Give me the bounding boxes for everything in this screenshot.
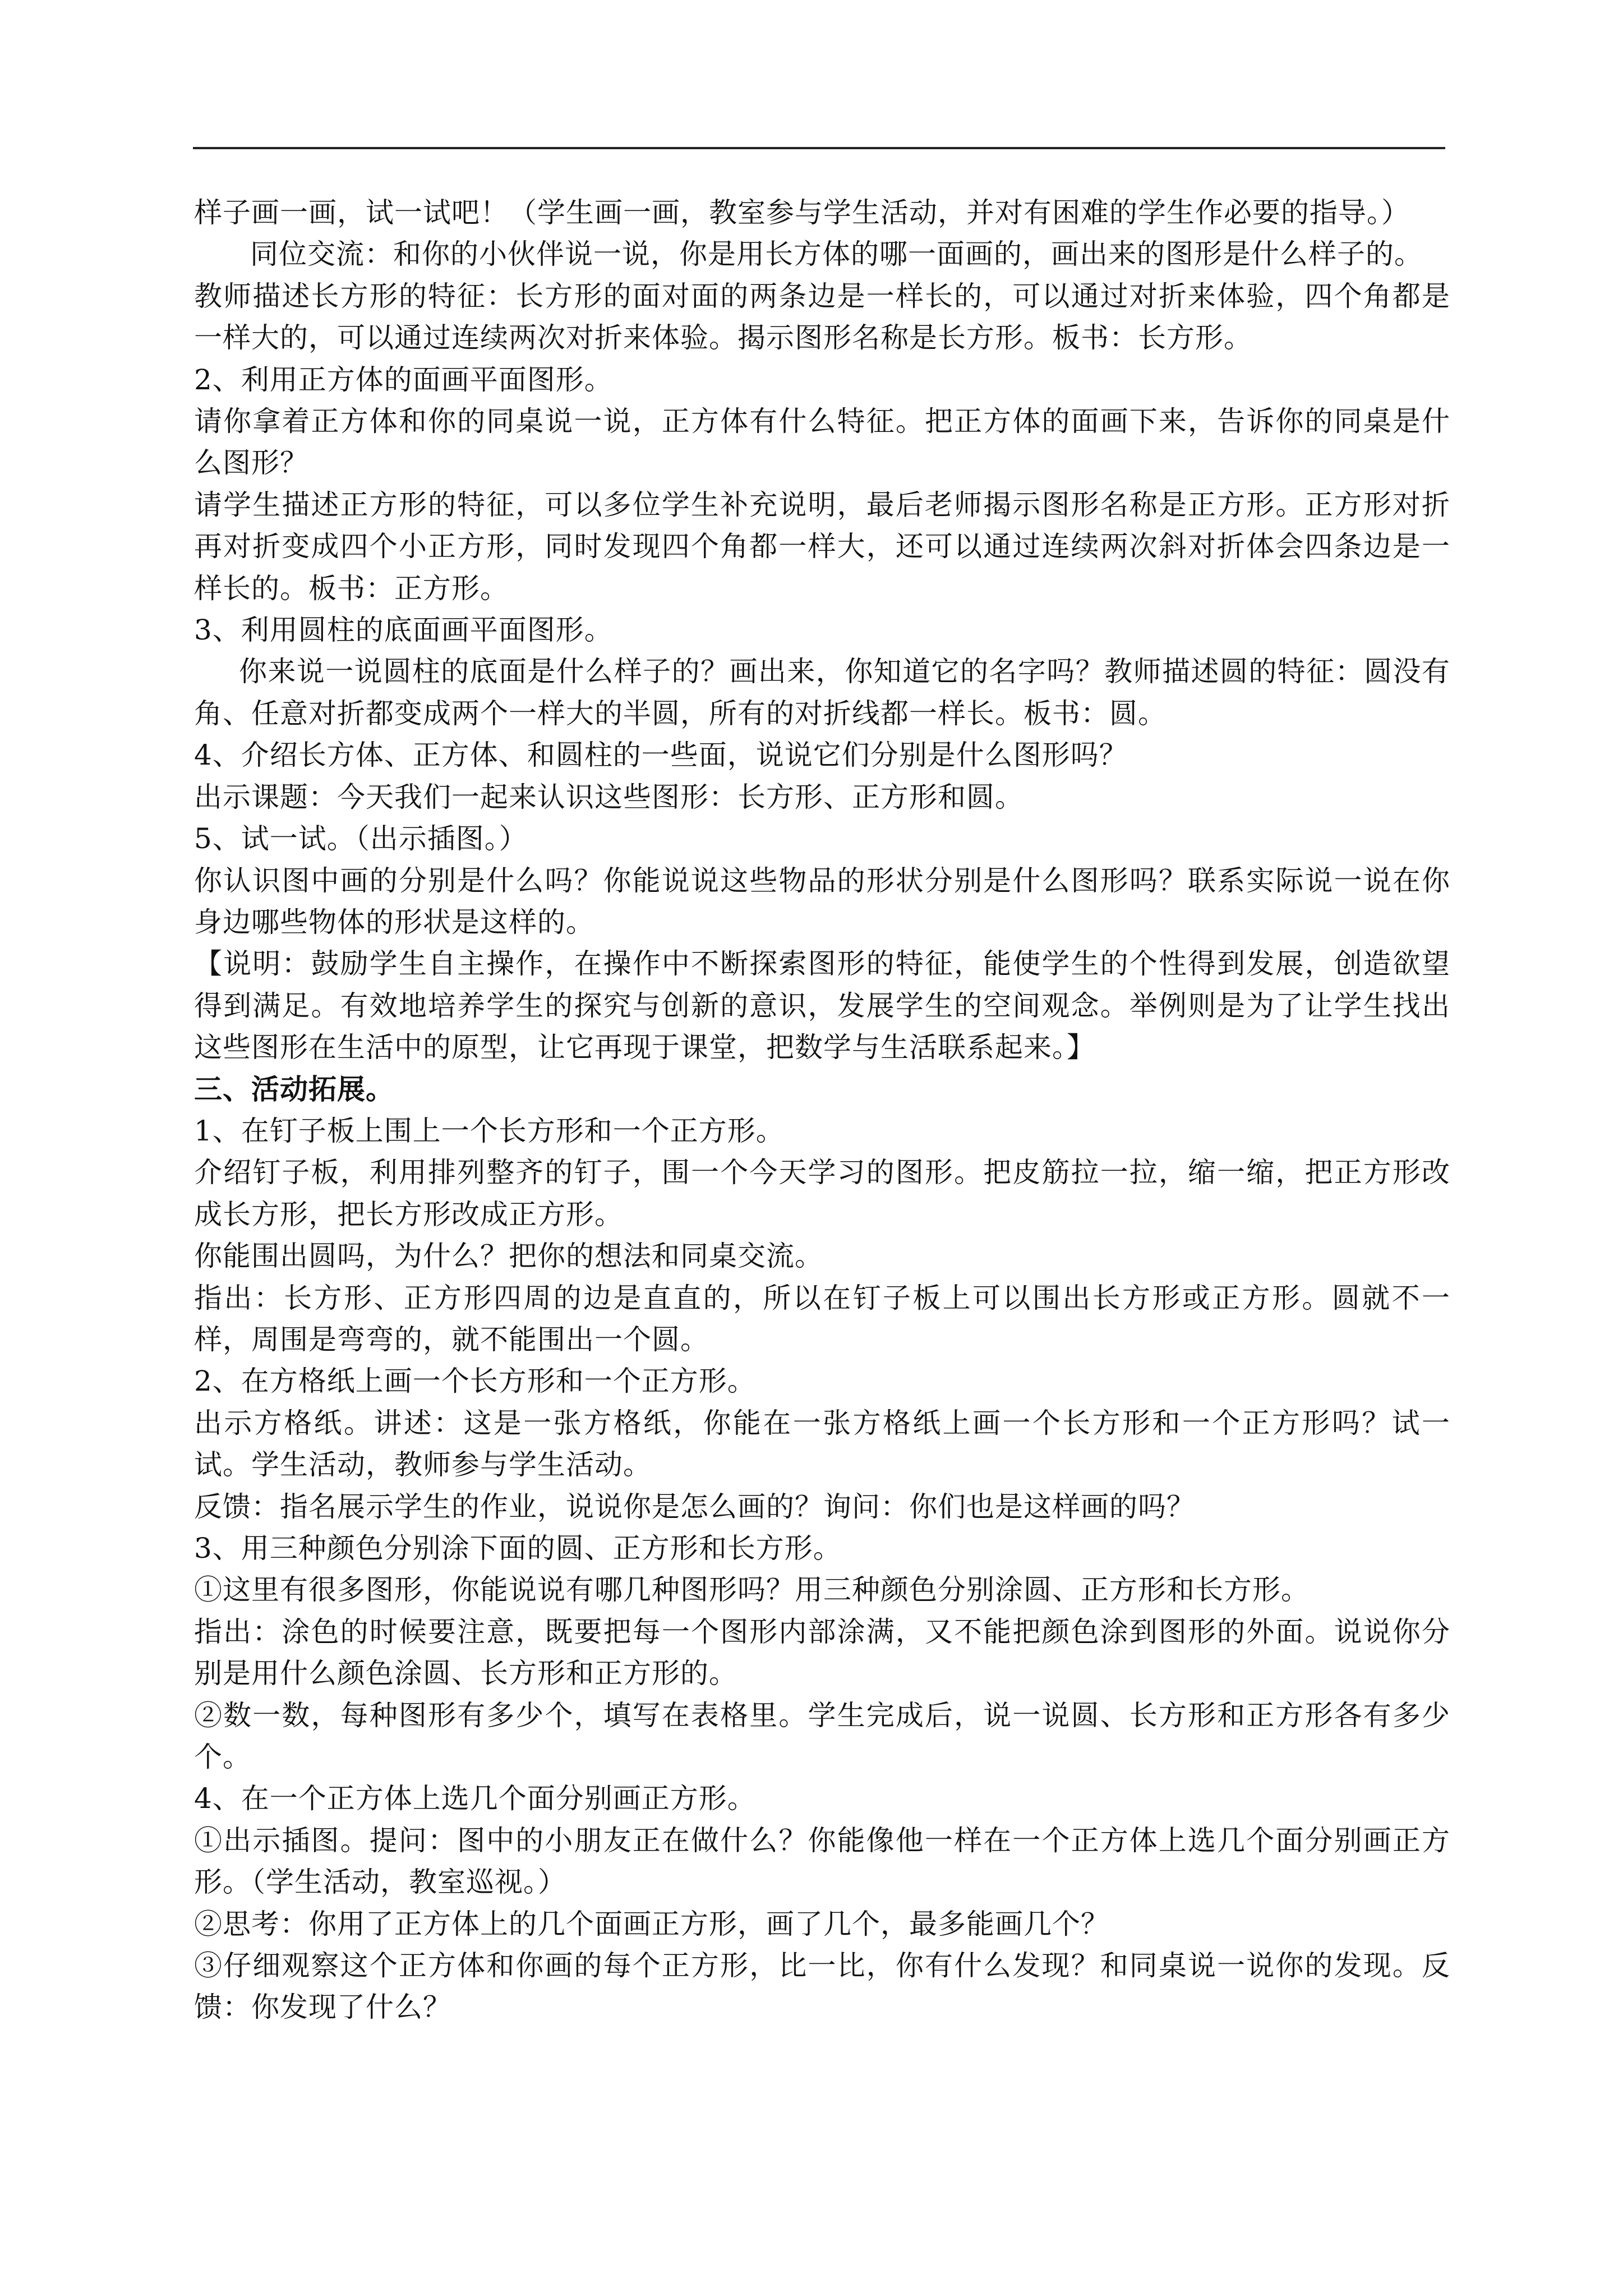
paragraph: 教师描述长方形的特征：长方形的面对面的两条边是一样长的，可以通过对折来体验，四个角都是一样大的，可以通过连续两次对折来体验。揭示图形名称是长方形。板书：长方形。: [194, 279, 1450, 355]
header-rule: [193, 147, 1445, 149]
document-body: [194, 192, 1450, 2028]
paragraph: 你认识图中画的分别是什么吗？你能说说这些物品的形状分别是什么图形吗？联系实际说一说在你身边哪些物体的形状是这样的。: [194, 864, 1450, 938]
paragraph: 指出：长方形、正方形四周的边是直直的，所以在钉子板上可以围出长方形或正方形。圆就不一样，周围是弯弯的，就不能围出一个圆。: [194, 1281, 1450, 1356]
paragraph: ③仔细观察这个正方体和你画的每个正方形，比一比，你有什么发现？和同桌说一说你的发现。反馈：你发现了什么？: [194, 1949, 1450, 2024]
paragraph: ①这里有很多图形，你能说说有哪几种图形吗？用三种颜色分别涂圆、正方形和长方形。: [194, 1573, 1310, 1607]
section-heading: 5、试一试。（出示插图。）: [194, 822, 528, 855]
paragraph: 你来说一说圆柱的底面是什么样子的？画出来，你知道它的名字吗？教师描述圆的特征：圆没有角、任意对折都变成两个一样大的半圆，所有的对折线都一样长。板书：圆。: [194, 655, 1450, 730]
paragraph: 出示方格纸。讲述：这是一张方格纸，你能在一张方格纸上画一个长方形和一个正方形吗？试一试。学生活动，教师参与学生活动。: [194, 1406, 1450, 1481]
paragraph: 指出：涂色的时候要注意，既要把每一个图形内部涂满，又不能把颜色涂到图形的外面。说说你分别是用什么颜色涂圆、长方形和正方形的。: [194, 1615, 1450, 1690]
paragraph: 请你拿着正方体和你的同桌说一说，正方体有什么特征。把正方体的面画下来，告诉你的同桌是什么图形？: [194, 405, 1450, 480]
paragraph: 你能围出圆吗，为什么？把你的想法和同桌交流。: [194, 1240, 823, 1273]
part-heading: 三、活动拓展。: [194, 1072, 394, 1106]
section-heading: 4、在一个正方体上选几个面分别画正方形。: [194, 1782, 756, 1815]
section-heading: 3、用三种颜色分别涂下面的圆、正方形和长方形。: [194, 1532, 842, 1565]
section-heading: 2、利用正方体的面画平面图形。: [194, 363, 613, 396]
note-paragraph: 【说明：鼓励学生自主操作，在操作中不断探索图形的特征，能使学生的个性得到发展，创造欲望得到满足。有效地培养学生的探究与创新的意识，发展学生的空间观念。举例则是为了让学生找出这些图形在生活中的原型，让它再现于课堂，把数学与生活联系起来。】: [194, 947, 1450, 1064]
section-heading: 4、介绍长方体、正方体、和圆柱的一些面，说说它们分别是什么图形吗？: [194, 739, 1128, 772]
paragraph: 样子画一画，试一试吧！（学生画一画，教室参与学生活动，并对有困难的学生作必要的指导。）: [194, 196, 1410, 229]
section-heading: 2、在方格纸上画一个长方形和一个正方形。: [194, 1365, 756, 1398]
paragraph: ②数一数，每种图形有多少个，填写在表格里。学生完成后，说一说圆、长方形和正方形各有多少个。: [194, 1699, 1450, 1774]
section-heading: 1、在钉子板上围上一个长方形和一个正方形。: [194, 1114, 785, 1147]
paragraph: ①出示插图。提问：图中的小朋友正在做什么？你能像他一样在一个正方体上选几个面分别画正方形。（学生活动，教室巡视。）: [194, 1824, 1450, 1899]
paragraph: 出示课题：今天我们一起来认识这些图形：长方形、正方形和圆。: [194, 780, 1023, 813]
paragraph: ②思考：你用了正方体上的几个面画正方形，画了几个，最多能画几个？: [194, 1907, 1109, 1940]
paragraph: 介绍钉子板，利用排列整齐的钉子，围一个今天学习的图形。把皮筋拉一拉，缩一缩，把正方形改成长方形，把长方形改成正方形。: [194, 1156, 1450, 1231]
section-heading: 3、利用圆柱的底面画平面图形。: [194, 614, 613, 647]
paragraph: 同位交流：和你的小伙伴说一说，你是用长方体的哪一面画的，画出来的图形是什么样子的。: [250, 238, 1423, 271]
paragraph: 请学生描述正方形的特征，可以多位学生补充说明，最后老师揭示图形名称是正方形。正方形对折再对折变成四个小正方形，同时发现四个角都一样大，还可以通过连续两次斜对折体会四条边是一样长的。板书：正方形。: [194, 488, 1450, 605]
paragraph: 反馈：指名展示学生的作业，说说你是怎么画的？询问：你们也是这样画的吗？: [194, 1490, 1195, 1523]
